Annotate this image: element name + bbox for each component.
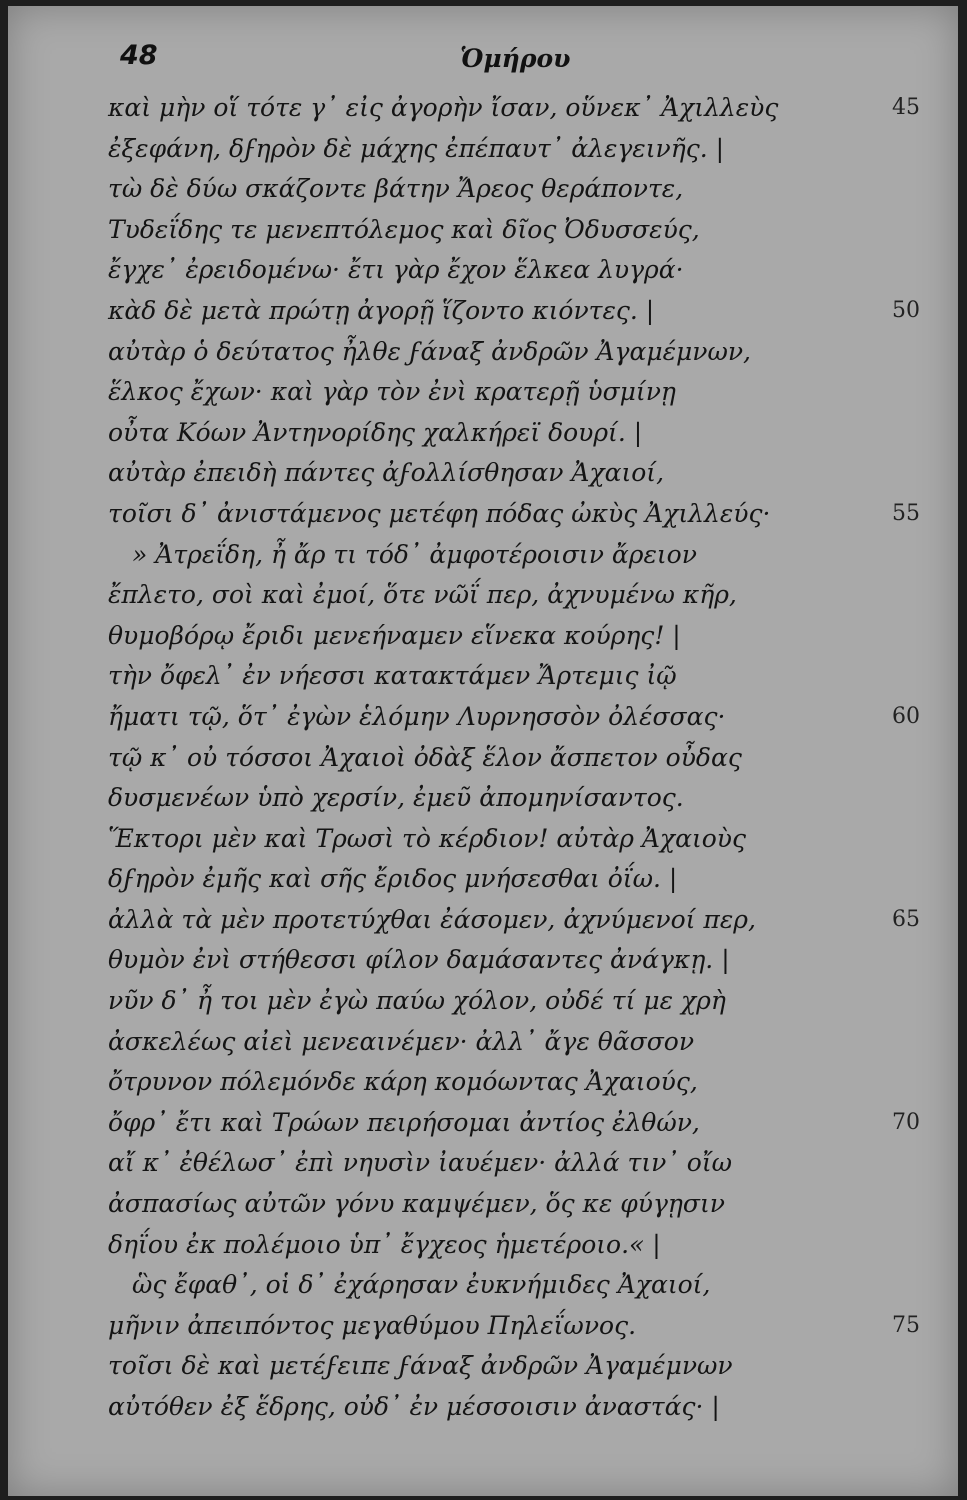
verse-line — [8, 940, 958, 981]
verse-line — [8, 1346, 958, 1387]
verse-text: τὼ δὲ δύω σκάζοντε βάτην Ἄρεος θεράποντε, — [108, 174, 684, 204]
verse-line — [8, 1062, 958, 1103]
verse-line — [8, 616, 958, 657]
verse-line — [8, 413, 958, 454]
verse-line — [8, 210, 958, 251]
book-page — [8, 6, 958, 1496]
verse-text: ὄφρ᾽ ἔτι καὶ Τρώων πειρήσομαι ἀντίος ἐλθών, — [108, 1107, 700, 1137]
verse-text: δυσμενέων ὑπὸ χερσίν, ἐμεῦ ἀπομηνίσαντος. — [108, 783, 684, 813]
verse-line — [8, 494, 958, 535]
verse-line — [8, 169, 958, 210]
verse-text: αὐτὰρ ὁ δεύτατος ἦλθε ϝάναξ ἀνδρῶν Ἀγαμέμνων, — [108, 336, 752, 366]
verse-text: δϝηρὸν ἐμῆς καὶ σῆς ἔριδος μνήσεσθαι ὀΐω. | — [108, 864, 678, 894]
verse-text: αἴ κ᾽ ἐθέλωσ᾽ ἐπὶ νηυσὶν ἰαυέμεν· ἀλλά τιν᾽ οἴω — [108, 1148, 733, 1178]
line-number: 60 — [892, 703, 920, 729]
verse-text: δηΐου ἐκ πολέμοιο ὑπ᾽ ἔγχεος ἡμετέροιο.« | — [108, 1229, 661, 1259]
verse-text: ὄτρυνον πόλεμόνδε κάρη κομόωντας Ἀχαιούς, — [108, 1067, 698, 1097]
verse-line — [8, 88, 958, 129]
verse-text: ἤματι τῷ, ὅτ᾽ ἐγὼν ἑλόμην Λυρνησσὸν ὀλέσσας· — [108, 701, 726, 731]
verse-line — [8, 1022, 958, 1063]
verse-line — [8, 738, 958, 779]
verse-text: νῦν δ᾽ ἦ τοι μὲν ἐγὼ παύω χόλον, οὐδέ τί με χρὴ — [108, 986, 726, 1016]
verse-text: τοῖσι δὲ καὶ μετέϝειπε ϝάναξ ἀνδρῶν Ἀγαμέμνων — [108, 1351, 733, 1381]
verse-line — [8, 900, 958, 941]
verse-line — [8, 1225, 958, 1266]
verse-line — [8, 332, 958, 373]
verse-line — [8, 778, 958, 819]
line-number: 55 — [892, 500, 920, 526]
verse-text: ἔγχε᾽ ἐρειδομένω· ἔτι γὰρ ἔχον ἕλκεα λυγρά· — [108, 255, 684, 285]
verse-text: μῆνιν ἀπειπόντος μεγαθύμου Πηλεΐωνος. — [108, 1310, 637, 1340]
verse-text: θυμὸν ἐνὶ στήθεσσι φίλον δαμάσαντες ἀνάγκῃ. | — [108, 945, 730, 975]
verse-line — [8, 1306, 958, 1347]
verse-line — [8, 129, 958, 170]
verse-text: οὖτα Κόων Ἀντηνορίδης χαλκήρεϊ δουρί. | — [108, 417, 643, 447]
verse-text: καὶ μὴν οἵ τότε γ᾽ εἰς ἀγορὴν ἴσαν, οὕνεκ᾽ Ἀχιλλεὺς — [108, 93, 779, 122]
verse-text: αὐτόθεν ἐξ ἕδρης, οὐδ᾽ ἐν μέσσοισιν ἀναστάς· | — [108, 1392, 720, 1421]
verse-text: ἕλκος ἔχων· καὶ γὰρ τὸν ἐνὶ κρατερῇ ὑσμίνῃ — [108, 377, 676, 407]
line-number: 65 — [892, 906, 920, 932]
verse-line — [8, 981, 958, 1022]
verse-text: κὰδ δὲ μετὰ πρώτῃ ἀγορῇ ἵζοντο κιόντες. | — [108, 295, 655, 325]
verse-text: τῷ κ᾽ οὐ τόσσοι Ἀχαιοὶ ὀδὰξ ἕλον ἄσπετον οὖδας — [108, 742, 742, 772]
verse-line — [8, 697, 958, 738]
verse-text: τὴν ὄφελ᾽ ἐν νήεσσι κατακτάμεν Ἄρτεμις ἰῷ — [108, 661, 677, 691]
verse-block — [8, 88, 958, 1428]
verse-line — [8, 291, 958, 332]
verse-text: ἔπλετο, σοὶ καὶ ἐμοί, ὅτε νῶΐ περ, ἀχνυμένω κῆρ, — [108, 580, 737, 610]
verse-text: ἀσκελέως αἰεὶ μενεαινέμεν· ἀλλ᾽ ἄγε θᾶσσον — [108, 1026, 695, 1056]
line-number: 50 — [892, 297, 920, 323]
verse-text: ἐξεφάνη, δϝηρὸν δὲ μάχης ἐπέπαυτ᾽ ἀλεγεινῆς. | — [108, 133, 725, 163]
verse-line — [8, 656, 958, 697]
verse-text: ἀσπασίως αὐτῶν γόνυ καμψέμεν, ὅς κε φύγῃσιν — [108, 1189, 725, 1219]
verse-line — [8, 1103, 958, 1144]
verse-line — [8, 575, 958, 616]
verse-line — [8, 1184, 958, 1225]
verse-line — [8, 372, 958, 413]
verse-line — [8, 1387, 958, 1428]
verse-text: Ἕκτορι μὲν καὶ Τρωσὶ τὸ κέρδιον! αὐτὰρ Ἀχαιοὺς — [108, 823, 747, 853]
verse-line — [8, 535, 958, 576]
verse-line — [8, 250, 958, 291]
line-number: 45 — [892, 95, 920, 120]
verse-text: αὐτὰρ ἐπειδὴ πάντες ἀϝολλίσθησαν Ἀχαιοί, — [108, 458, 665, 488]
page-number: 48 — [120, 40, 158, 71]
verse-text: τοῖσι δ᾽ ἀνιστάμενος μετέφη πόδας ὠκὺς Ἀχιλλεύς· — [108, 498, 771, 528]
verse-text: ἀλλὰ τὰ μὲν προτετύχθαι ἐάσομεν, ἀχνύμενοί περ, — [108, 904, 756, 934]
line-number: 75 — [892, 1312, 920, 1338]
verse-line — [8, 453, 958, 494]
verse-text: θυμοβόρῳ ἔριδι μενεήναμεν εἵνεκα κούρης! | — [108, 620, 681, 650]
verse-line — [8, 1265, 958, 1306]
verse-line — [8, 859, 958, 900]
verse-line — [8, 819, 958, 860]
running-title: Ὁμήρου — [460, 44, 571, 73]
verse-line — [8, 1143, 958, 1184]
verse-text: ὣς ἔφαθ᾽, οἱ δ᾽ ἐχάρησαν ἐυκνήμιδες Ἀχαιοί, — [132, 1270, 711, 1300]
line-number: 70 — [892, 1109, 920, 1135]
verse-text: Τυδεΐδης τε μενεπτόλεμος καὶ δῖος Ὀδυσσεύς, — [108, 214, 700, 244]
verse-text: » Ἀτρεΐδη, ἦ ἄρ τι τόδ᾽ ἀμφοτέροισιν ἄρειον — [132, 539, 697, 569]
